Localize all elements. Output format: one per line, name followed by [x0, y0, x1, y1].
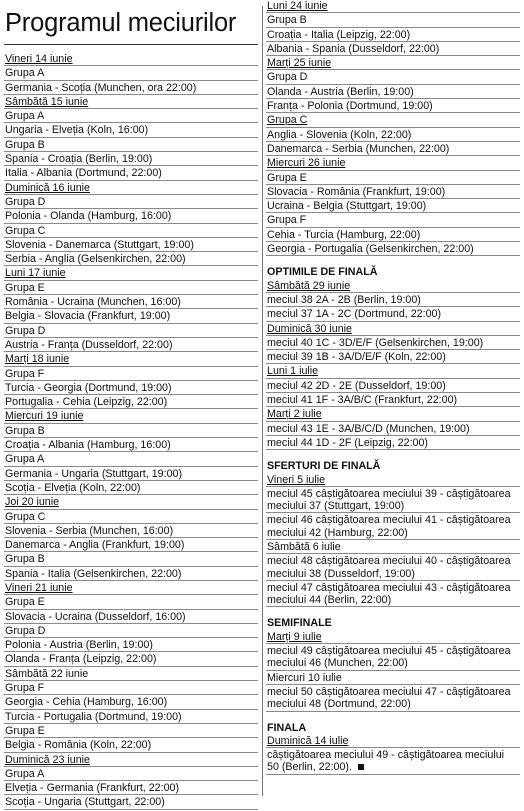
left-column — [4, 0, 258, 811]
match-entry: Slovenia - Serbia (Munchen, 16:00) — [4, 525, 258, 538]
match-entry: Croația - Albania (Hamburg, 16:00) — [4, 439, 258, 452]
match-entry: Polonia - Austria (Berlin, 19:00) — [4, 639, 258, 652]
match-entry: Albania - Spania (Dusseldorf, 22:00) — [266, 43, 520, 56]
date-label: Duminică 30 iunie — [267, 322, 352, 335]
date-heading — [266, 0, 520, 13]
match-entry: Danemarca - Serbia (Munchen, 22:00) — [266, 143, 520, 156]
match-entry: Polonia - Olanda (Hamburg, 16:00) — [4, 210, 258, 223]
match-entry: Croația - Italia (Leipzig, 22:00) — [266, 29, 520, 42]
match-entry: Germania - Ungaria (Stuttgart, 19:00) — [4, 468, 258, 481]
match-entry: meciul 37 1A - 2C (Dortmund, 22:00) — [266, 308, 520, 321]
match-entry: meciul 47 câștigătoarea meciului 43 - câștigătoarea meciului 44 (Berlin, 22:00) — [266, 582, 520, 608]
date-heading — [4, 267, 258, 280]
group-label: Grupa E — [4, 282, 258, 295]
date-label: Duminică 16 iunie — [5, 181, 90, 194]
date-label: Joi 20 iunie — [5, 496, 60, 509]
match-entry: Elveția - Germania (Frankfurt, 22:00) — [4, 782, 258, 795]
date-label: Luni 1 iulie — [267, 365, 319, 378]
date-heading — [266, 474, 520, 487]
match-entry: Anglia - Slovenia (Koln, 22:00) — [266, 129, 520, 142]
group-label: Grupa D — [266, 71, 520, 84]
date-heading — [4, 754, 258, 767]
date-heading — [266, 735, 520, 748]
date-heading — [266, 323, 520, 336]
group-label: Grupa B — [266, 14, 520, 27]
match-entry: Serbia - Anglia (Gelsenkirchen, 22:00) — [4, 253, 258, 266]
match-entry: Slovenia - Danemarca (Stuttgart, 19:00) — [4, 239, 258, 252]
group-label: Grupa C — [4, 225, 258, 238]
date-heading — [4, 410, 258, 423]
section-heading: SFERTURI DE FINALĂ — [267, 460, 381, 473]
section-heading: OPTIMILE DE FINALĂ — [267, 266, 378, 279]
date-heading — [266, 408, 520, 421]
match-entry: meciul 38 2A - 2B (Berlin, 19:00) — [266, 294, 520, 307]
date-label: Sâmbătă 29 iunie — [267, 279, 351, 292]
match-entry: Cehia - Turcia (Hamburg, 22:00) — [266, 229, 520, 242]
group-label: Grupa C — [4, 511, 258, 524]
date-heading — [4, 53, 258, 66]
date-heading — [4, 96, 258, 109]
date-heading — [266, 365, 520, 378]
group-label: Grupa E — [4, 725, 258, 738]
match-entry: România - Ucraina (Munchen, 16:00) — [4, 296, 258, 309]
match-entry: Georgia - Portugalia (Gelsenkirchen, 22:00) — [266, 243, 520, 256]
match-entry: Scoția - Elveția (Koln, 22:00) — [4, 482, 258, 495]
date-label: Marți 25 iunie — [267, 57, 332, 70]
date-heading — [266, 631, 520, 644]
date-label: Vineri 5 iulie — [267, 473, 326, 486]
match-entry: Turcia - Georgia (Dortmund, 19:00) — [4, 382, 258, 395]
date-heading — [4, 353, 258, 366]
title-divider — [4, 44, 258, 45]
group-label: Grupa B — [4, 425, 258, 438]
group-label: Grupa B — [4, 139, 258, 152]
date-heading: Sâmbătă 6 iulie — [266, 541, 520, 554]
final-match-entry — [266, 749, 520, 775]
match-entry: meciul 43 1E - 3A/B/C/D (Munchen, 19:00) — [266, 423, 520, 436]
match-entry: Scoția - Ungaria (Stuttgart, 22:00) — [4, 796, 258, 809]
match-entry: Belgia - România (Koln, 22:00) — [4, 739, 258, 752]
date-label: Grupa C — [267, 114, 308, 127]
match-entry: Georgia - Cehia (Hamburg, 16:00) — [4, 696, 258, 709]
date-heading: Sâmbătă 22 iunie — [4, 668, 258, 681]
right-column — [266, 0, 520, 776]
match-entry: Danemarca - Anglia (Frankfurt, 19:00) — [4, 539, 258, 552]
date-heading — [266, 114, 520, 127]
group-label: Grupa F — [266, 214, 520, 227]
date-heading — [4, 582, 258, 595]
column-divider — [262, 6, 263, 796]
schedule-list-right — [266, 0, 520, 775]
match-entry: Austria - Franța (Dusseldorf, 22:00) — [4, 339, 258, 352]
date-label: Miercuri 26 iunie — [267, 157, 346, 170]
date-label: Duminică 23 iunie — [5, 753, 90, 766]
group-label: Grupa D — [4, 196, 258, 209]
match-entry: Slovacia - Ucraina (Dusseldorf, 16:00) — [4, 611, 258, 624]
section-heading: FINALA — [267, 721, 307, 734]
match-entry: Olanda - Austria (Berlin, 19:00) — [266, 86, 520, 99]
match-entry: meciul 45 câștigătoarea meciului 39 - câștigătoarea meciului 37 (Stuttgart, 19:00) — [266, 488, 520, 514]
end-square-icon — [358, 764, 364, 770]
group-label: Grupa B — [4, 553, 258, 566]
match-entry: Germania - Scoția (Munchen, ora 22:00) — [4, 82, 258, 95]
group-label: Grupa A — [4, 110, 258, 123]
match-entry: meciul 44 1D - 2F (Leipzig, 22:00) — [266, 437, 520, 450]
match-entry: Olanda - Franța (Leipzig, 22:00) — [4, 653, 258, 666]
match-entry: meciul 42 2D - 2E (Dusseldorf, 19:00) — [266, 380, 520, 393]
match-entry: Ucraina - Belgia (Stuttgart, 19:00) — [266, 200, 520, 213]
date-label: Luni 17 iunie — [5, 267, 66, 280]
group-label: Grupa D — [4, 625, 258, 638]
match-entry: meciul 46 câștigătoarea meciului 41 - câștigătoarea meciului 42 (Hamburg, 22:00) — [266, 514, 520, 540]
group-label: Grupa F — [4, 682, 258, 695]
match-entry: Belgia - Slovacia (Frankfurt, 19:00) — [4, 310, 258, 323]
schedule-list-left — [4, 53, 258, 810]
date-label: Marți 2 iulie — [267, 408, 322, 421]
page-title: Programul meciurilor — [5, 9, 237, 37]
group-label: Grupa E — [4, 596, 258, 609]
date-heading — [266, 57, 520, 70]
group-label: Grupa A — [4, 67, 258, 80]
date-heading — [266, 157, 520, 170]
group-label: Grupa A — [4, 768, 258, 781]
date-label: Vineri 14 iunie — [5, 53, 73, 65]
match-entry: Spania - Croația (Berlin, 19:00) — [4, 153, 258, 166]
date-heading — [4, 496, 258, 509]
date-label: Duminică 14 iulie — [267, 734, 349, 747]
group-label: Grupa F — [4, 368, 258, 381]
final-match-text: câștigătoarea meciului 49 - câștigătoarea meciului 50 (Berlin, 22:00). — [267, 749, 505, 774]
match-entry: Turcia - Portugalia (Dortmund, 19:00) — [4, 711, 258, 724]
date-label: Vineri 21 iunie — [5, 581, 73, 594]
date-heading: Miercuri 10 iulie — [266, 672, 520, 685]
match-entry: Ungaria - Elveția (Koln, 16:00) — [4, 124, 258, 137]
section-heading: SEMIFINALE — [267, 617, 332, 630]
date-label: Marți 9 iulie — [267, 630, 322, 643]
match-entry: meciul 41 1F - 3A/B/C (Frankfurt, 22:00) — [266, 394, 520, 407]
match-entry: meciul 39 1B - 3A/D/E/F (Koln, 22:00) — [266, 351, 520, 364]
group-label: Grupa D — [4, 325, 258, 338]
date-label: Sâmbătă 15 iunie — [5, 95, 89, 108]
date-label: Miercuri 19 iunie — [5, 410, 84, 423]
match-entry: meciul 48 câștigătoarea meciului 40 - câștigătoarea meciului 38 (Dusseldorf, 19:00) — [266, 555, 520, 581]
match-entry: Slovacia - România (Frankfurt, 19:00) — [266, 186, 520, 199]
match-entry: Italia - Albania (Dortmund, 22:00) — [4, 167, 258, 180]
match-entry: meciul 50 câștigătoarea meciului 47 - câștigătoarea meciului 48 (Dortmund, 22:00) — [266, 686, 520, 712]
date-label: Marți 18 iunie — [5, 353, 70, 366]
match-entry: meciul 49 câștigătoarea meciului 45 - câștigătoarea meciului 46 (Munchen, 22:00) — [266, 645, 520, 671]
match-entry: Portugalia - Cehia (Leipzig, 22:00) — [4, 396, 258, 409]
match-entry: meciul 40 1C - 3D/E/F (Gelsenkirchen, 19:00) — [266, 337, 520, 350]
date-heading — [4, 182, 258, 195]
group-label: Grupa A — [4, 453, 258, 466]
match-entry: Spania - Italia (Gelsenkirchen, 22:00) — [4, 568, 258, 581]
group-label: Grupa E — [266, 172, 520, 185]
match-entry: Franța - Polonia (Dortmund, 19:00) — [266, 100, 520, 113]
date-label: Luni 24 iunie — [267, 0, 328, 12]
date-heading — [266, 280, 520, 293]
